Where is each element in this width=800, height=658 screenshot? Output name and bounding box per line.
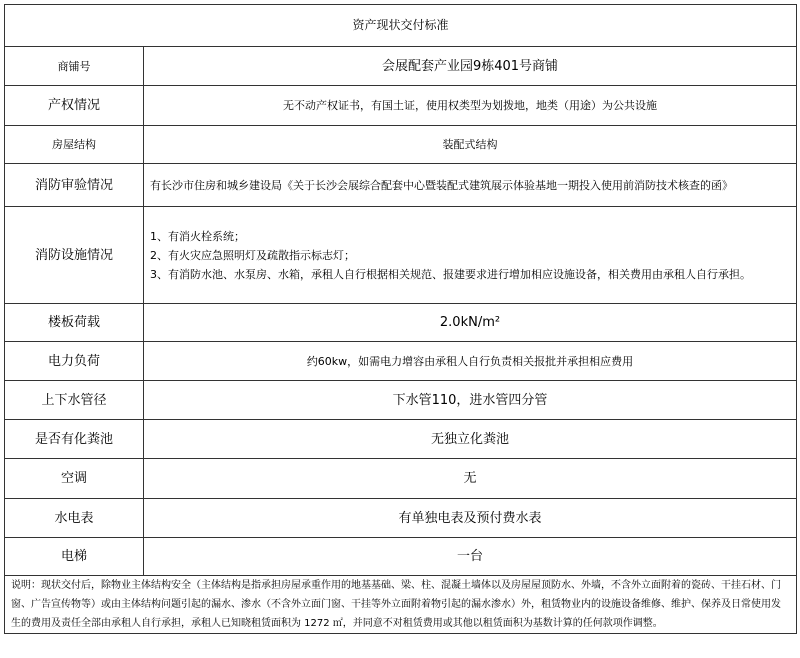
table-title: 资产现状交付标准 (5, 5, 797, 47)
table-row (5, 164, 797, 207)
row-value-building-structure: 装配式结构 (144, 126, 797, 164)
row-label-meters: 水电表 (5, 499, 144, 538)
row-value-shop-number: 会展配套产业园9栋401号商铺 (144, 47, 797, 86)
delivery-standard-table (4, 4, 797, 634)
row-label-air-conditioning: 空调 (5, 459, 144, 499)
disclaimer-note: 说明：现状交付后，除物业主体结构安全（主体结构是指承担房屋承重作用的地基基础、梁、柱、混凝土墙体以及房屋屋顶防水、外墙，不含外立面附着的瓷砖、干挂石材、门窗、广告宣传物等）或由主体结构问题引起的漏水、渗水（不含外立面门窗、干挂等外立面附着物引起的漏水渗水）外，租赁物业内的设施设备维修、维护、保养及日常使用发生的费用及责任全部由承租人自行承担，承租人已知晓租赁面积为 1272 ㎡，并同意不对租赁费用或其他以租赁面积为基数计算的任何款项作调整。 (5, 576, 797, 634)
table-row (5, 342, 797, 381)
row-label-pipe-diameter: 上下水管径 (5, 381, 144, 420)
row-label-building-structure: 房屋结构 (5, 126, 144, 164)
row-value-fire-inspection: 有长沙市住房和城乡建设局《关于长沙会展综合配套中心暨装配式建筑展示体验基地一期投入使用前消防技术核查的函》 (144, 164, 797, 207)
table-row (5, 499, 797, 538)
row-label-fire-facilities: 消防设施情况 (5, 207, 144, 304)
row-label-floor-load: 楼板荷载 (5, 304, 144, 342)
table-row (5, 47, 797, 86)
row-label-elevator: 电梯 (5, 538, 144, 576)
table-row (5, 207, 797, 304)
table-row (5, 459, 797, 499)
row-label-shop-number: 商铺号 (5, 47, 144, 86)
row-label-power-load: 电力负荷 (5, 342, 144, 381)
row-value-floor-load: 2.0kN/m² (144, 304, 797, 342)
title-row (5, 5, 797, 47)
table-row (5, 304, 797, 342)
fire-facility-line: 3、有消防水池、水泵房、水箱，承租人自行根据相关规范、报建要求进行增加相应设施设备，相关费用由承租人自行承担。 (150, 267, 751, 281)
row-value-septic-tank: 无独立化粪池 (144, 420, 797, 459)
fire-facility-line: 2、有火灾应急照明灯及疏散指示标志灯； (150, 248, 355, 262)
row-value-elevator: 一台 (144, 538, 797, 576)
row-value-meters: 有单独电表及预付费水表 (144, 499, 797, 538)
table-row (5, 538, 797, 576)
row-value-air-conditioning: 无 (144, 459, 797, 499)
fire-facility-line: 1、有消火栓系统； (150, 229, 245, 243)
table-row (5, 381, 797, 420)
row-value-property-rights: 无不动产权证书，有国土证，使用权类型为划拨地，地类（用途）为公共设施 (144, 86, 797, 126)
table-row (5, 86, 797, 126)
table-row (5, 126, 797, 164)
row-label-septic-tank: 是否有化粪池 (5, 420, 144, 459)
row-label-fire-inspection: 消防审验情况 (5, 164, 144, 207)
note-row (5, 576, 797, 634)
row-value-fire-facilities (144, 207, 797, 304)
row-label-property-rights: 产权情况 (5, 86, 144, 126)
row-value-power-load: 约60kw，如需电力增容由承租人自行负责相关报批并承担相应费用 (144, 342, 797, 381)
row-value-pipe-diameter: 下水管110，进水管四分管 (144, 381, 797, 420)
table-row (5, 420, 797, 459)
